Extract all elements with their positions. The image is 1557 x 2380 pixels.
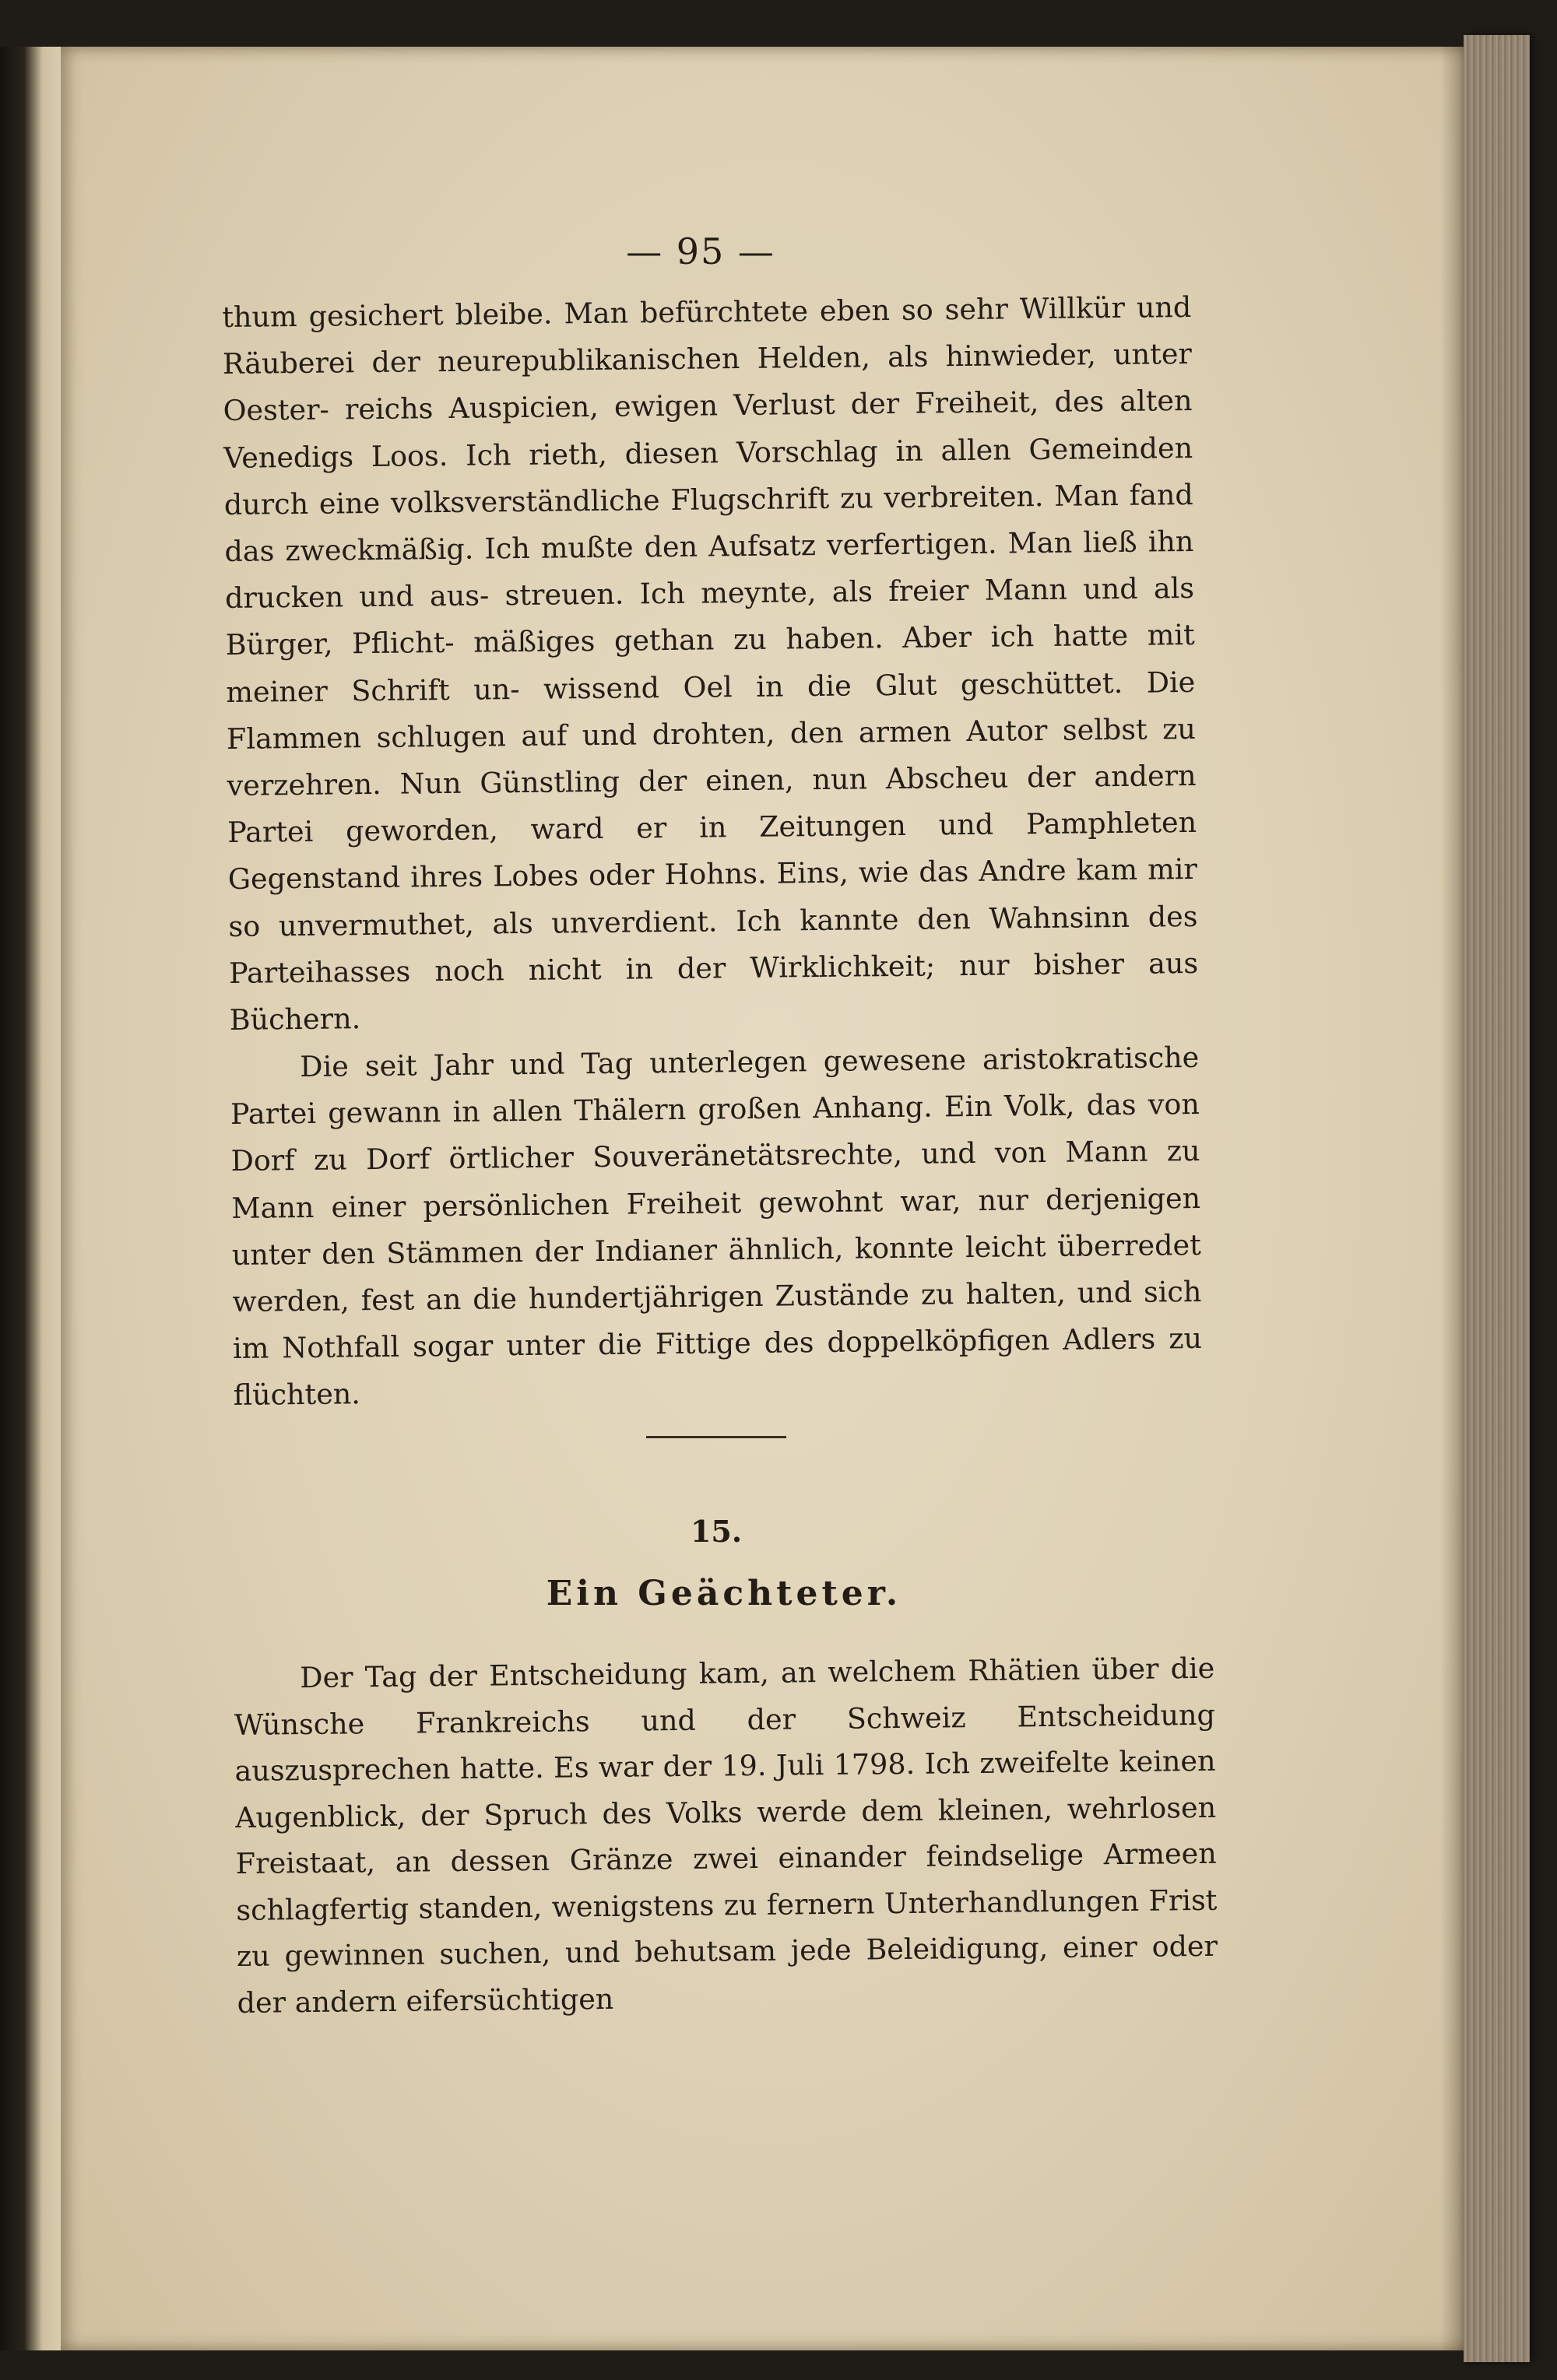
section-divider: [646, 1436, 786, 1438]
page-block-edge: [1464, 35, 1530, 2362]
body-paragraph: Die seit Jahr und Tag unterlegen gewesene aristokratische Partei gewann in allen Thälern großen Anhang. Ein Volk, das von Dorf zu Dorf örtlicher Souveränetätsrechte, und von Mann zu Mann einer persönlichen Freiheit gewohnt war, nur derjenigen unter den Stämmen der Indianer ähnlich, konnte leicht überredet werden, fest an die hundertjährigen Zustände zu halten, und sich im Nothfall sogar unter die Fittige des doppelköpfigen Adlers zu flüchten.: [230, 1040, 1203, 1413]
page-number: — 95 —: [626, 230, 775, 272]
section-paragraph: Der Tag der Entscheidung kam, an welchem Rhätien über die Wünsche Frankreichs und der Schweiz Entscheidung auszusprechen hatte. Es war der 19. Juli 1798. Ich zweifelte keinen Augenblick, der Spruch des Volks werde dem kleinen, wehrlosen Freistaat, an dessen Gränze zwei einander feindselige Armeen schlagfertig standen, wenigstens zu fernern Unterhandlungen Frist zu gewinnen suchen, und behutsam jede Beleidigung, einer oder der andern eifersüchtigen: [234, 1651, 1218, 2020]
section-number: 15.: [690, 1514, 743, 1549]
facing-page-edge: [0, 47, 61, 2350]
body-paragraph: thum gesichert bleibe. Man befürchtete eben so sehr Willkür und Räuberei der neurepublikanischen Helden, als hinwieder, unter Oester- reichs Auspicien, ewigen Verlust der Freiheit, des alten Venedigs Loos. Ich rieth, diesen Vorschlag in allen Gemeinden durch eine volksverständliche Flugschrift zu verbreiten. Man fand das zweckmäßig. Ich mußte den Aufsatz verfertigen. Man ließ ihn drucken und aus- streuen. Ich meynte, als freier Mann und als Bürger, Pflicht- mäßiges gethan zu haben. Aber ich hatte mit meiner Schrift un- wissend Oel in die Glut geschüttet. Die Flammen schlugen auf und drohten, den armen Autor selbst zu verzehren. Nun Günstling der einen, nun Abscheu der andern Partei geworden, ward er in Zeitungen und Pamphleten Gegenstand ihres Lobes oder Hohns. Eins, wie das Andre kam mir so unvermuthet, als unverdient. Ich kannte den Wahnsinn des Parteihasses noch nicht in der Wirklichkeit; nur bisher aus Büchern.: [222, 290, 1199, 1037]
section-title: Ein Geächteter.: [546, 1574, 902, 1613]
